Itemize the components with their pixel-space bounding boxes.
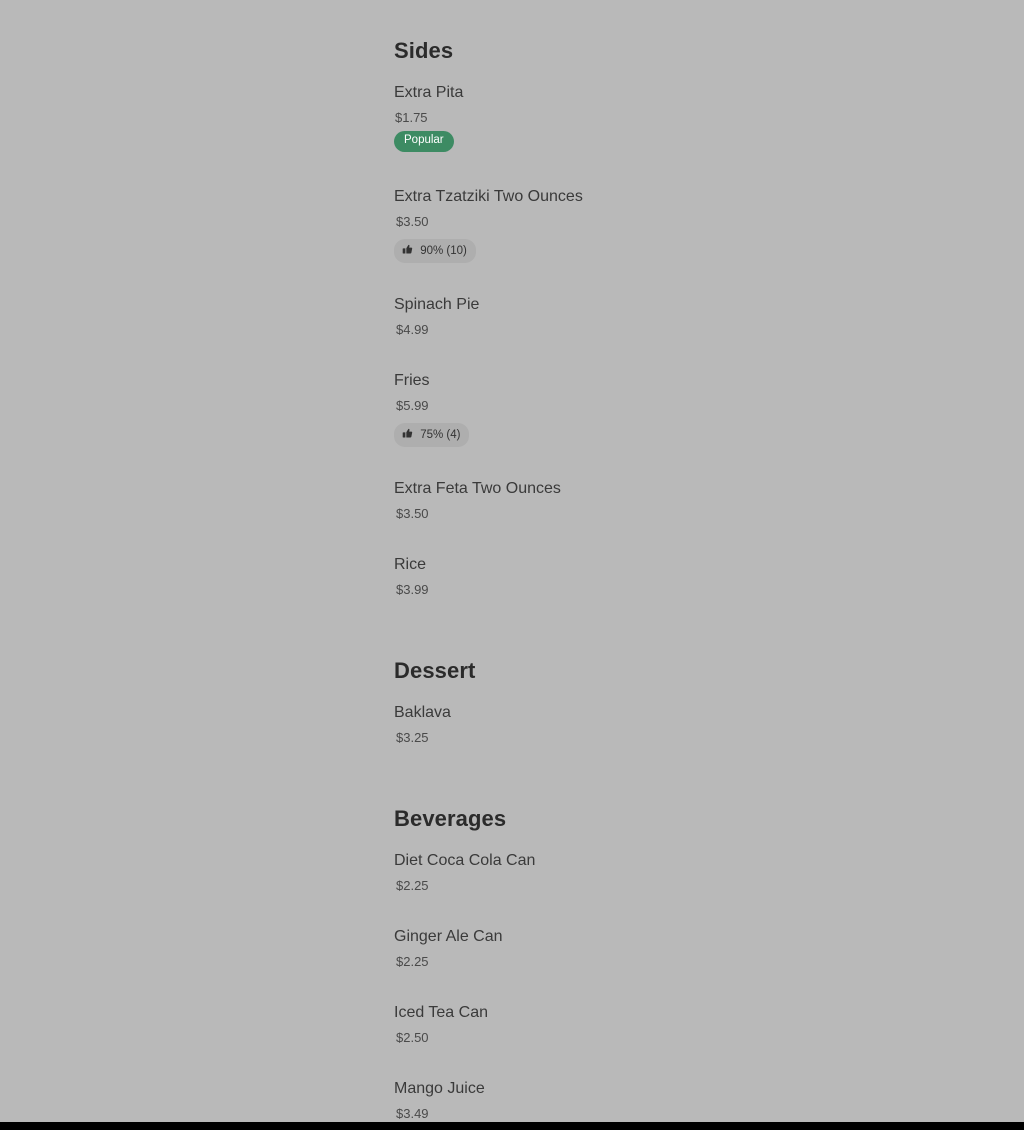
item-price: $2.25 (396, 878, 429, 893)
rating-badge (394, 423, 469, 447)
item-name: Extra Pita (394, 84, 464, 101)
item-name: Extra Feta Two Ounces (394, 480, 561, 497)
rating-badge-label: 90% (10) (420, 245, 467, 257)
item-price: $1.75 (395, 110, 428, 125)
rating-badge-label: 75% (4) (420, 429, 461, 441)
section-title-sides: Sides (394, 38, 454, 63)
item-price: $2.25 (396, 954, 429, 969)
item-price: $3.50 (396, 506, 429, 521)
item-price: $3.49 (396, 1106, 429, 1121)
rating-badge (394, 239, 476, 263)
section-title-dessert: Dessert (394, 658, 476, 683)
thumbs-up-icon (402, 428, 413, 439)
section-title-beverages: Beverages (394, 806, 507, 831)
item-name: Extra Tzatziki Two Ounces (394, 188, 583, 205)
item-name: Diet Coca Cola Can (394, 852, 536, 869)
item-name: Iced Tea Can (394, 1004, 488, 1021)
item-name: Spinach Pie (394, 296, 480, 313)
item-price: $3.99 (396, 582, 429, 597)
item-name: Rice (394, 556, 427, 573)
badge-row (394, 131, 454, 152)
status-badge-popular: Popular (394, 131, 454, 152)
badge-row (394, 423, 469, 447)
thumbs-up-icon (402, 244, 413, 255)
item-name: Baklava (394, 704, 451, 721)
item-price: $2.50 (396, 1030, 429, 1045)
item-price: $3.25 (396, 730, 429, 745)
item-price: $4.99 (396, 322, 429, 337)
item-price: $5.99 (396, 398, 429, 413)
badge-row (394, 239, 476, 263)
item-name: Mango Juice (394, 1080, 485, 1097)
item-name: Fries (394, 372, 430, 389)
item-name: Ginger Ale Can (394, 928, 503, 945)
item-price: $3.50 (396, 214, 429, 229)
